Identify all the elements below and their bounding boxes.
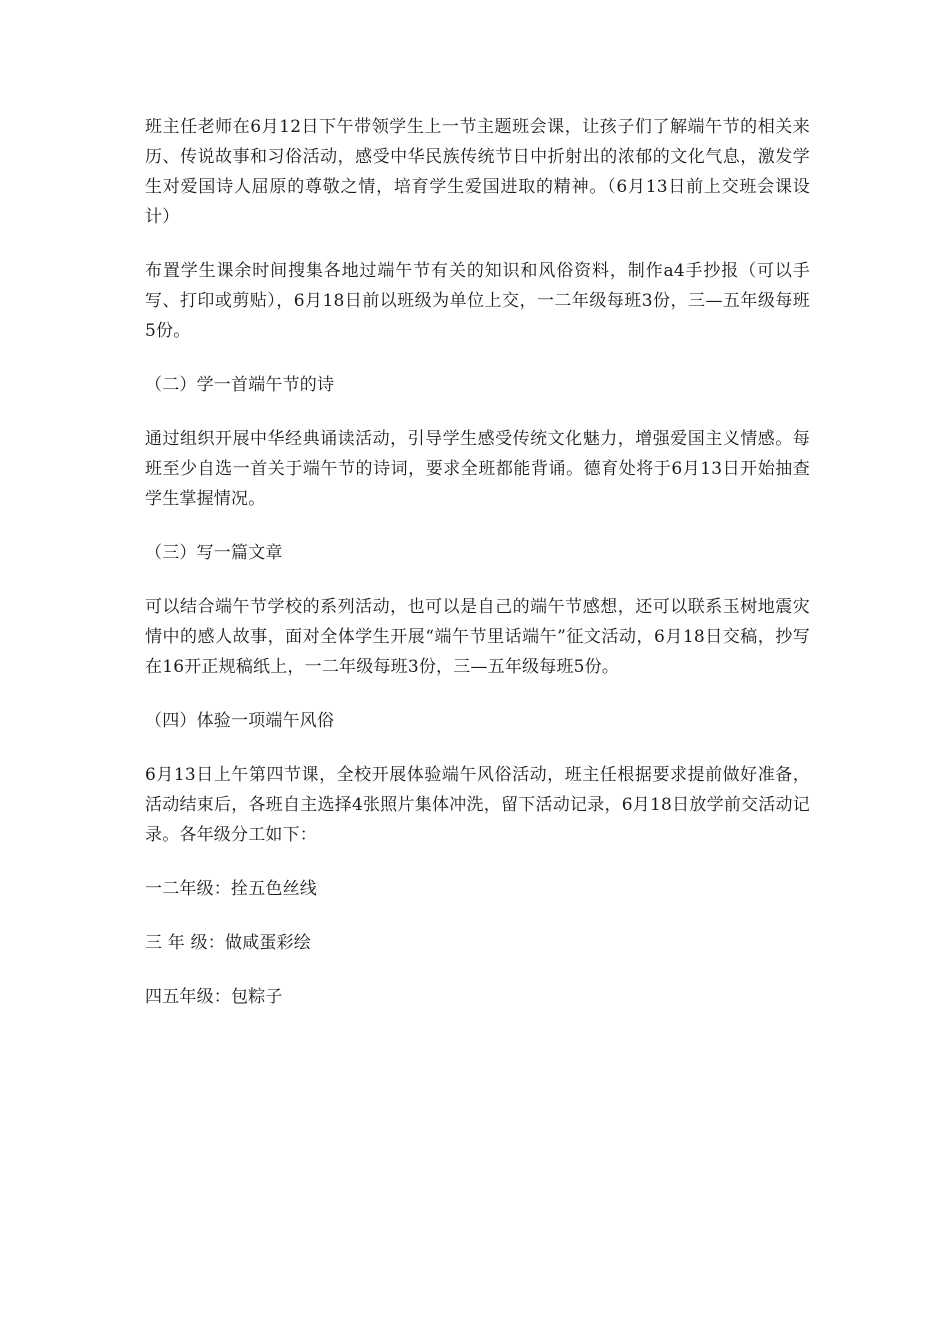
paragraph-spacer xyxy=(145,904,810,928)
paragraph-essay-contest: 可以结合端午节学校的系列活动，也可以是自己的端午节感想，还可以联系玉树地震灾情中的感人故事，面对全体学生开展“端午节里话端午”征文活动，6月18日交稿，抄写在16开正规稿纸上，一二年级每班3份，三—五年级每班5份。 xyxy=(145,597,810,677)
grade-assignment-4-5: 四五年级：包粽子 xyxy=(145,987,283,1007)
section-heading-poem: （二）学一首端午节的诗 xyxy=(145,375,335,395)
paragraph-spacer xyxy=(145,232,810,256)
grade-assignment-3: 三 年 级：做咸蛋彩绘 xyxy=(145,933,312,953)
paragraph-spacer xyxy=(145,568,810,592)
paragraph-poem-recital: 通过组织开展中华经典诵读活动，引导学生感受传统文化魅力，增强爱国主义情感。每班至少自选一首关于端午节的诗词，要求全班都能背诵。德育处将于6月13日开始抽查学生掌握情况。 xyxy=(145,429,810,509)
paragraph-custom-activity: 6月13日上午第四节课，全校开展体验端午风俗活动，班主任根据要求提前做好准备，活动结束后，各班自主选择4张照片集体冲洗，留下活动记录，6月18日放学前交活动记录。各年级分工如下： xyxy=(145,765,810,845)
paragraph-spacer xyxy=(145,400,810,424)
grade-assignment-1-2: 一二年级：拴五色丝线 xyxy=(145,879,317,899)
paragraph-spacer xyxy=(145,958,810,982)
paragraph-spacer xyxy=(145,682,810,706)
section-heading-essay: （三）写一篇文章 xyxy=(145,543,283,563)
paragraph-spacer xyxy=(145,514,810,538)
paragraph-spacer xyxy=(145,346,810,370)
paragraph-spacer xyxy=(145,850,810,874)
document-body xyxy=(145,112,810,1012)
paragraph-spacer xyxy=(145,736,810,760)
paragraph-class-meeting: 班主任老师在6月12日下午带领学生上一节主题班会课，让孩子们了解端午节的相关来历、传说故事和习俗活动，感受中华民族传统节日中折射出的浓郁的文化气息，激发学生对爱国诗人屈原的尊敬之情，培育学生爱国进取的精神。（6月13日前上交班会课设计） xyxy=(145,117,810,227)
paragraph-handwritten-newspaper: 布置学生课余时间搜集各地过端午节有关的知识和风俗资料，制作a4手抄报（可以手写、打印或剪贴），6月18日前以班级为单位上交，一二年级每班3份，三—五年级每班5份。 xyxy=(145,261,810,341)
section-heading-custom: （四）体验一项端午风俗 xyxy=(145,711,335,731)
